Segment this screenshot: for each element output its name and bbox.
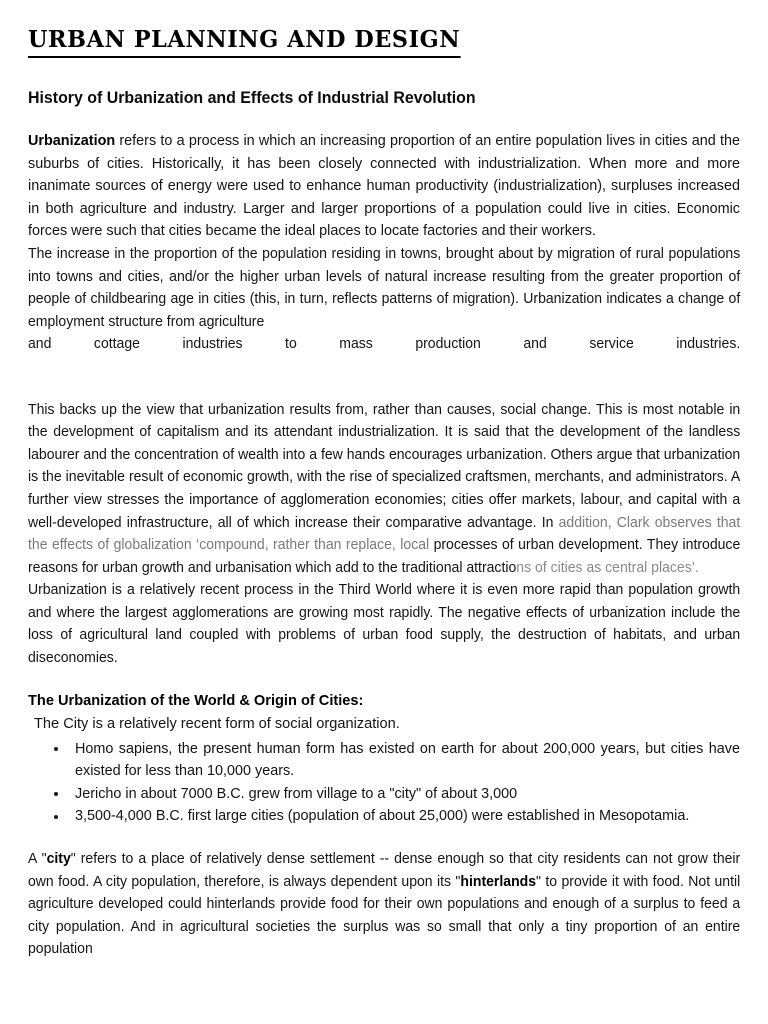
list-item [28, 738, 740, 783]
origin-of-cities-list [28, 738, 740, 828]
closing-segment-3: " to provide it with food. Not until agriculture developed could hinterlands provide food for their own populations and enough of a surplus to feed a city population. And in agricultural societies the surplus was so small that only a tiny proportion of an entire population [28, 873, 741, 958]
paragraph-social-change [28, 399, 740, 580]
paragraph-third-world [28, 579, 740, 669]
paragraph-3-faded-run-1: addition, Clark observes that the effects of globalization ‘compound, rather than replace, local [28, 514, 741, 554]
term-urbanization: Urbanization [28, 133, 116, 149]
page-title: URBAN PLANNING AND DESIGN [28, 26, 460, 58]
paragraph-3-text-part-1: This backs up the view that urbanization results from, rather than causes, social change. This is most notable in the development of capitalism and its attendant industrialization. It is said that the development of the landless labourer and the concentration of wealth into a few hands encourages urbanization. Others argue that urbanization is the inevitable result of economic growth, with the rise of specialized craftsmen, merchants, and administrators. A further view stresses the importance of agglomeration economies; cities offer markets, labour, and capital with a well-developed infrastructure, all of which increase their comparative advantage. In [28, 401, 741, 531]
closing-spacer [28, 828, 740, 848]
paragraph-city-definition [28, 848, 740, 961]
list-item-label: 3,500-4,000 B.C. first large cities (population of about 25,000) were established in Mesopotamia. [75, 808, 690, 825]
list-item [28, 805, 740, 828]
closing-segment-1: A " [28, 851, 47, 868]
document-subtitle: History of Urbanization and Effects of Industrial Revolution [28, 89, 476, 107]
term-city: city [46, 851, 71, 868]
paragraph-1-text: refers to a process in which an increasing proportion of an entire population lives in cities and the suburbs of cities. Historically, it has been closely connected with industrialization. When more and more inanimate sources of energy were used to enhance human productivity (industrialization), surpluses increased in both agriculture and industry. Larger and larger proportions of a population could live in cities. Economic forces were such that cities became the ideal places to locate factories and their workers. [28, 133, 740, 240]
list-item-label: Jericho in about 7000 B.C. grew from village to a "city" of about 3,000 [75, 785, 518, 802]
section-heading-urbanization-of-the-world: The Urbanization of the World & Origin of Cities: [28, 692, 364, 709]
paragraph-population-increase [28, 243, 740, 379]
bullet-point-icon [54, 815, 58, 819]
paragraph-3-text-part-2: processes of urban development. They introduce reasons for urban growth and urbanisation which add to the traditional attractio [28, 537, 741, 576]
bullet-point-icon [54, 747, 58, 751]
closing-segment-2: " refers to a place of relatively dense settlement -- dense enough so that city residents can not grow their own food. A city population, therefore, is always dependent upon its " [28, 851, 741, 890]
paragraph-2-text: The increase in the proportion of the population residing in towns, brought about by migration of rural populations into towns and cities, and/or the higher urban levels of natural increase resulting from the greater proportion of people of childbearing age in cities (this, in turn, reflects patterns of migration). Urbanization indicates a change of employment structure from agriculture [28, 245, 741, 330]
page-title-container [28, 26, 740, 58]
list-item [28, 783, 740, 806]
section-lead-text: The City is a relatively recent form of social organization. [34, 715, 400, 732]
term-hinterlands: hinterlands [460, 873, 537, 890]
paragraph-spacer [28, 379, 740, 399]
paragraph-2-last-line: and cottage industries to mass production and service industries. [28, 336, 741, 353]
paragraph-urbanization-definition [28, 130, 740, 243]
section-spacer [28, 670, 740, 690]
paragraph-3-faded-run-2: ns of cities as central places’. [516, 559, 699, 576]
paragraph-4-text: Urbanization is a relatively recent process in the Third World where it is even more rapid than population growth and where the largest agglomerations are growing most rapidly. The negative effects of urbanization include the loss of agricultural land coupled with problems of urban food supply, the destruction of habitats, and urban diseconomies. [28, 582, 741, 667]
list-item-label: Homo sapiens, the present human form has existed on earth for about 200,000 years, but cities have existed for less than 10,000 years. [75, 740, 740, 780]
bullet-point-icon [54, 792, 58, 796]
